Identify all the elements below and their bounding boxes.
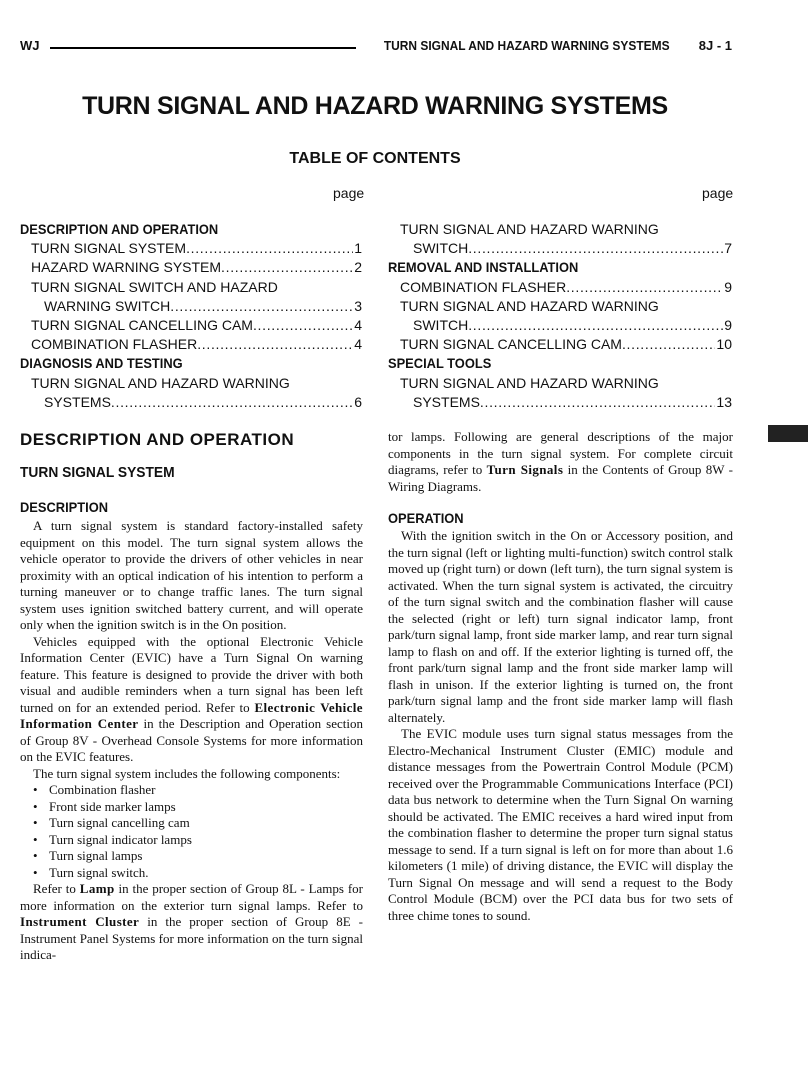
- toc-entry[interactable]: WARNING SWITCH . . . 3: [20, 297, 362, 316]
- toc-right-column: [388, 220, 732, 412]
- paragraph: Refer to Lamp in the proper section of Group 8L - Lamps for more information on the exterior turn signal lamps. Refer to Instrument Cluster in the proper section of Group 8E - Instrument Panel Systems for more information on the turn signal indica-: [20, 881, 364, 962]
- toc-entry[interactable]: TURN SIGNAL SYSTEM . . . 1: [20, 239, 362, 258]
- paragraph: The turn signal system includes the following components:: [33, 765, 341, 781]
- list-item: • Turn signal indicator lamps: [33, 832, 363, 849]
- paragraph: The EVIC module uses turn signal status messages from the Electro-Mechanical Instrument Cluster (EMIC) module and distance messages from the Powertrain Control Module (PCM) received over the Programmable Communications Interface (PCI) data bus network to determine when the Turn Signal On warning should be activated. The EMIC receives a hard wired input from the combination flasher to determine the proper turn signal status message to send. If a turn signal is left on for more than about 1.6 kilometers (1 mile) of driving distance, the EVIC will display the Turn Signal On message and will send a request to the Body Control Module (BCM) over the PCI data bus for two sets of three chime tones to sound.: [388, 726, 733, 923]
- toc-entry[interactable]: TURN SIGNAL CANCELLING CAM . . . 10: [388, 335, 732, 354]
- toc-entry[interactable]: SWITCH . . . 9: [388, 316, 732, 335]
- subsection-heading: TURN SIGNAL SYSTEM: [20, 464, 175, 481]
- toc-title: TABLE OF CONTENTS: [289, 150, 461, 167]
- section-thumb-tab: [768, 425, 808, 442]
- toc-page-label-left: page: [333, 185, 365, 201]
- paragraph: tor lamps. Following are general descriptions of the major components in the turn signal system. For complete circuit diagrams, refer to Turn Signals in the Contents of Group 8W - Wiring Diagrams.: [388, 429, 733, 494]
- toc-section-heading: REMOVAL AND INSTALLATION: [388, 259, 579, 276]
- list-item: • Turn signal cancelling cam: [33, 815, 363, 832]
- header-title: TURN SIGNAL AND HAZARD WARNING SYSTEMS: [384, 38, 670, 53]
- toc-entry[interactable]: TURN SIGNAL AND HAZARD WARNING: [400, 297, 659, 314]
- list-item: • Turn signal switch.: [33, 865, 363, 882]
- header-page-number: 8J - 1: [698, 38, 732, 53]
- operation-heading: OPERATION: [388, 510, 464, 526]
- toc-entry[interactable]: SYSTEMS . . . 6: [20, 393, 362, 412]
- toc-section-heading: SPECIAL TOOLS: [388, 355, 492, 372]
- toc-section-heading: DESCRIPTION AND OPERATION: [20, 221, 219, 237]
- toc-entry[interactable]: HAZARD WARNING SYSTEM . . . 2: [20, 258, 362, 277]
- page-header: [20, 38, 732, 56]
- toc-entry[interactable]: SWITCH . . . 7: [388, 239, 732, 258]
- description-heading: DESCRIPTION: [20, 499, 109, 515]
- toc-entry[interactable]: TURN SIGNAL AND HAZARD WARNING: [31, 374, 290, 391]
- section-heading: DESCRIPTION AND OPERATION: [20, 430, 295, 449]
- page-title: TURN SIGNAL AND HAZARD WARNING SYSTEMS: [82, 92, 668, 120]
- toc-left-column: [20, 220, 362, 412]
- toc-entry[interactable]: COMBINATION FLASHER . . . 9: [388, 278, 732, 297]
- toc-entry[interactable]: TURN SIGNAL SWITCH AND HAZARD: [31, 278, 278, 295]
- list-item: • Combination flasher: [33, 782, 363, 799]
- toc-entry[interactable]: COMBINATION FLASHER . . . 4: [20, 335, 362, 354]
- toc-entry[interactable]: SYSTEMS . . . 13: [388, 393, 732, 412]
- toc-entry[interactable]: TURN SIGNAL CANCELLING CAM . . . 4: [20, 316, 362, 335]
- paragraph: Vehicles equipped with the optional Electronic Vehicle Information Center (EVIC) have a Turn Signal On warning feature. This feature is designed to provide the driver with both visual and audible reminders when a turn signal has been left turned on for an extended period. Refer to Electronic Vehicle Information Center in the Description and Operation section of Group 8V - Overhead Console Systems for more information on the EVIC features.: [20, 633, 363, 764]
- toc-entry[interactable]: TURN SIGNAL AND HAZARD WARNING: [400, 374, 659, 391]
- toc-entry[interactable]: TURN SIGNAL AND HAZARD WARNING: [400, 221, 659, 237]
- paragraph: A turn signal system is standard factory-installed safety equipment on this model. The turn signal system allows the vehicle operator to provide the drivers of other vehicles in near proximity with an optical indication of his intention to perform a turning maneuver or to change traffic lanes. The turn signal system uses ignition switched battery current, and will operate only when the ignition switch is in the On position.: [20, 518, 363, 632]
- right-body-column: [388, 528, 733, 924]
- components-list: [20, 782, 363, 881]
- paragraph: With the ignition switch in the On or Accessory position, and the turn signal (left or lighting multi-function) switch control stalk moved up (right turn) or down (left turn), the turn signal system is activated. When the turn signal system is activated, the circuitry of the turn signal switch and the combination flasher will cause the selected (right or left) turn signal indicator lamp, front park/turn signal lamp, front side marker lamp, and rear turn signal lamp to flash on and off. If the exterior lighting is turned off, the front park/turn signal lamp and the front side marker lamp will flash in unison. If the exterior lighting is turned on, the front park/turn signal lamp and the front side marker lamp will flash alternately.: [388, 528, 733, 725]
- list-item: • Turn signal lamps: [33, 848, 363, 865]
- toc-page-label-right: page: [702, 185, 734, 201]
- header-rule: [50, 47, 356, 49]
- right-body-column-top: [388, 429, 733, 495]
- left-body-column: [20, 518, 363, 964]
- toc-section-heading: DIAGNOSIS AND TESTING: [20, 355, 183, 372]
- header-code: WJ: [20, 38, 40, 53]
- list-item: • Front side marker lamps: [33, 799, 363, 816]
